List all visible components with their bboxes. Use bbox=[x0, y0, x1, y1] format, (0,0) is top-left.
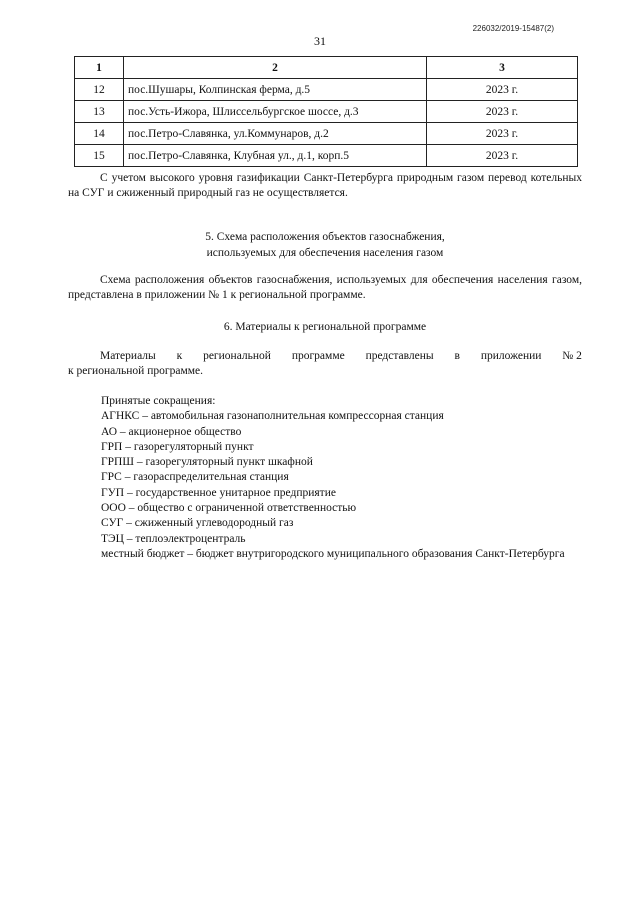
section-6-heading: 6. Материалы к региональной программе bbox=[223, 321, 427, 333]
abbreviations-title: Принятые сокращения: bbox=[101, 395, 216, 407]
row-year: 2023 г. bbox=[427, 101, 578, 123]
row-address: пос.Шушары, Колпинская ферма, д.5 bbox=[124, 79, 427, 101]
abbreviations-list bbox=[101, 394, 601, 562]
row-address: пос.Петро-Славянка, Клубная ул., д.1, корп.5 bbox=[124, 145, 427, 167]
section-5-heading bbox=[68, 229, 582, 261]
row-year: 2023 г. bbox=[427, 145, 578, 167]
section-6-word: к bbox=[176, 350, 183, 362]
table-row bbox=[75, 79, 578, 101]
row-address: пос.Петро-Славянка, ул.Коммунаров, д.2 bbox=[124, 123, 427, 145]
gas-objects-table bbox=[74, 56, 578, 167]
column-header: 2 bbox=[124, 57, 427, 79]
abbreviation-item: местный бюджет – бюджет внутригородского муниципального образования Санкт-Петербурга bbox=[101, 547, 565, 560]
abbreviation-item: ТЭЦ – теплоэлектроцентраль bbox=[101, 532, 246, 545]
abbreviation-item: ООО – общество с ограниченной ответственностью bbox=[101, 502, 357, 515]
table-row bbox=[75, 101, 578, 123]
abbreviation-item: АГНКС – автомобильная газонаполнительная компрессорная станция bbox=[101, 410, 444, 423]
row-number: 15 bbox=[75, 145, 124, 167]
abbreviation-item: ГРПШ – газорегуляторный пункт шкафной bbox=[101, 456, 313, 469]
column-header: 3 bbox=[427, 57, 578, 79]
table-row bbox=[75, 145, 578, 167]
section-6-word: представлены bbox=[365, 350, 434, 362]
section-5-title-line-1: 5. Схема расположения объектов газоснабжения, bbox=[205, 231, 445, 243]
page-number: 31 bbox=[314, 34, 326, 48]
gasification-paragraph: С учетом высокого уровня газификации Санкт-Петербурга природным газом перевод котельных на СУГ и сжиженный природный газ не осуществляется. bbox=[68, 172, 582, 199]
section-6-line-1 bbox=[100, 350, 582, 362]
abbreviation-item: ГУП – государственное унитарное предприятие bbox=[101, 486, 336, 499]
section-6-word: приложении bbox=[480, 350, 542, 362]
abbreviation-item: СУГ – сжиженный углеводородный газ bbox=[101, 517, 294, 530]
row-year: 2023 г. bbox=[427, 79, 578, 101]
section-6-word: Материалы bbox=[100, 350, 156, 362]
column-header: 1 bbox=[75, 57, 124, 79]
section-6-word: в bbox=[454, 350, 460, 362]
row-number: 12 bbox=[75, 79, 124, 101]
abbreviation-item: ГРП – газорегуляторный пункт bbox=[101, 440, 254, 453]
section-6-word: программе bbox=[291, 350, 345, 362]
row-number: 14 bbox=[75, 123, 124, 145]
abbreviation-item: АО – акционерное общество bbox=[101, 425, 242, 438]
section-5-title-line-2: используемых для обеспечения населения газом bbox=[206, 247, 444, 259]
section-6-word: региональной bbox=[203, 350, 271, 362]
abbreviation-item: ГРС – газораспределительная станция bbox=[101, 471, 289, 484]
section-6-word: № 2 bbox=[562, 350, 582, 362]
section-5-paragraph: Схема расположения объектов газоснабжения, используемых для обеспечения населения газом, представлена в приложении № 1 к региональной программе. bbox=[68, 274, 582, 301]
row-number: 13 bbox=[75, 101, 124, 123]
table-header-row bbox=[75, 57, 578, 79]
row-year: 2023 г. bbox=[427, 123, 578, 145]
row-address: пос.Усть-Ижора, Шлиссельбургское шоссе, д.3 bbox=[124, 101, 427, 123]
section-6-line-2: к региональной программе. bbox=[68, 365, 203, 377]
document-id: 226032/2019-15487(2) bbox=[472, 24, 554, 33]
table-row bbox=[75, 123, 578, 145]
